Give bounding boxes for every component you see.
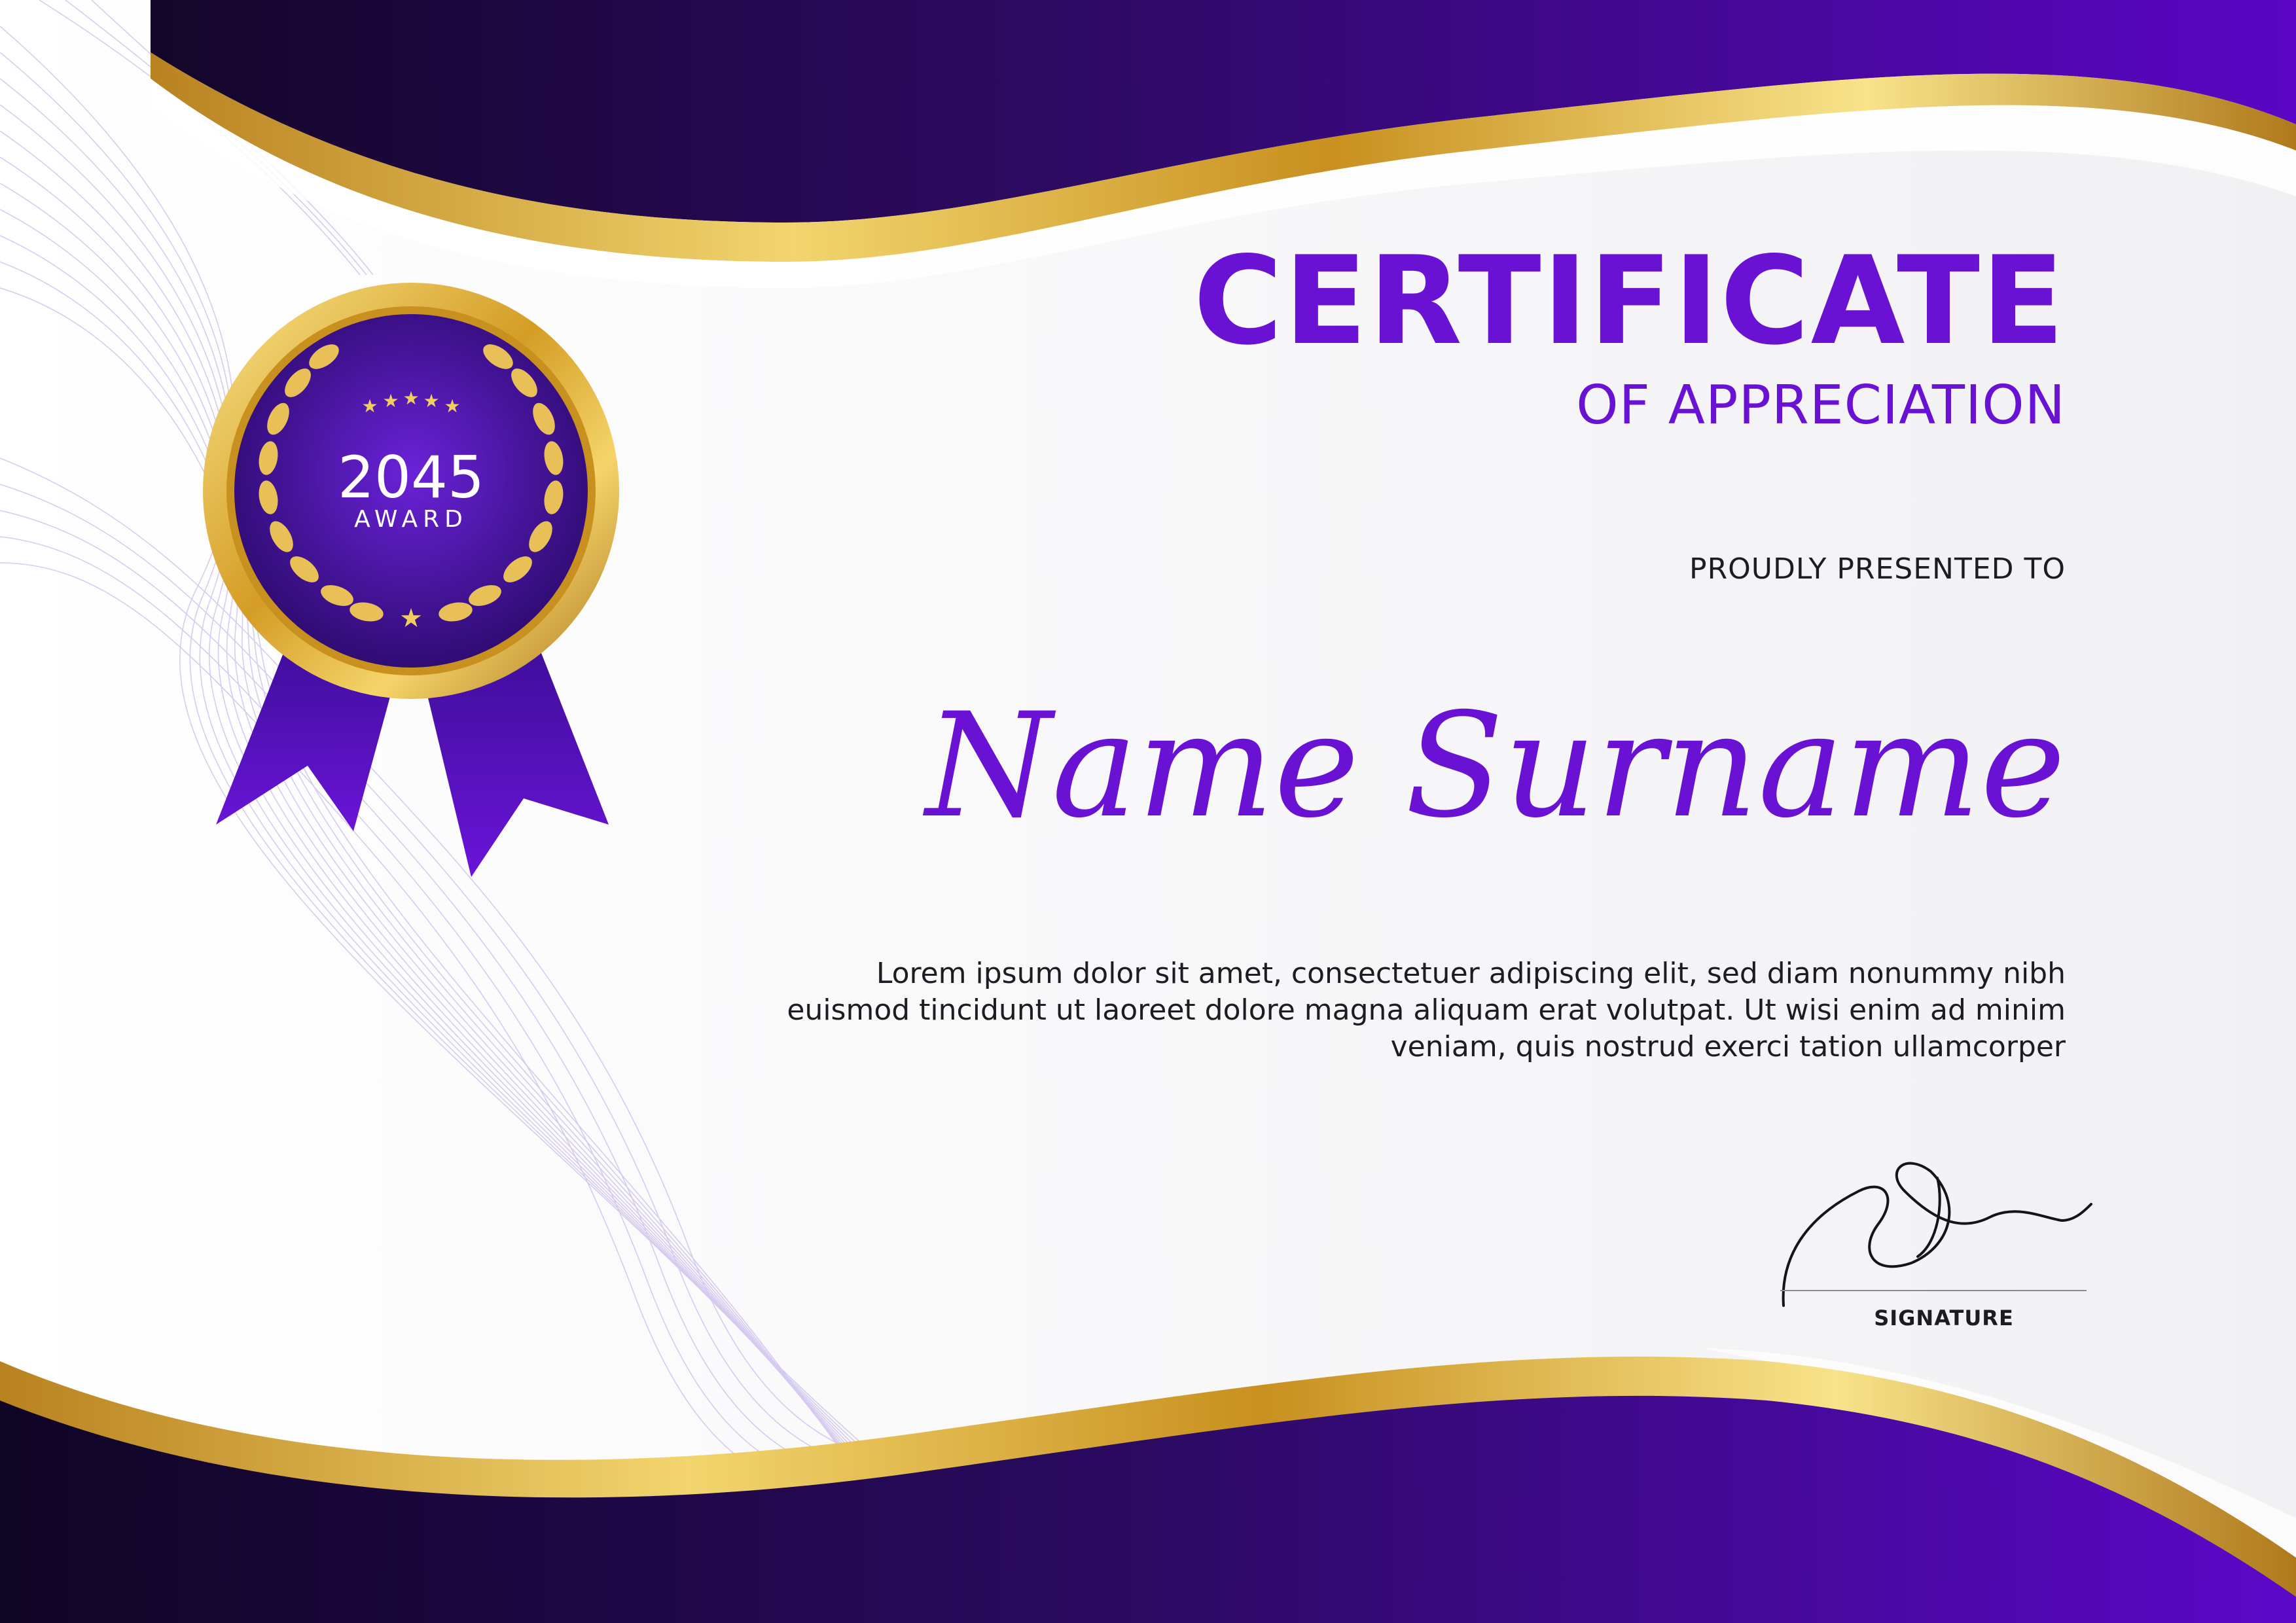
svg-text:★: ★ — [403, 387, 420, 409]
svg-text:★: ★ — [382, 390, 399, 412]
svg-text:★: ★ — [444, 395, 461, 417]
presented-to-label: PROUDLY PRESENTED TO — [1689, 552, 2066, 586]
signature-label: SIGNATURE — [1874, 1306, 2014, 1330]
certificate-description: Lorem ipsum dolor sit amet, consectetuer adipiscing elit, sed diam nonummy nibh euismod tincidunt ut laoreet dolore magna aliquam erat volutpat. Ut wisi enim ad minim veniam, quis nostrud exerci tation ullamcorper — [787, 957, 2066, 1063]
svg-text:★: ★ — [423, 390, 440, 412]
certificate-title: CERTIFICATE — [1193, 230, 2066, 372]
certificate-subtitle: OF APPRECIATION — [1576, 374, 2066, 437]
badge-label: AWARD — [354, 506, 468, 533]
svg-text:★: ★ — [399, 603, 423, 633]
recipient-name: Name Surname — [925, 682, 2066, 849]
badge-year: 2045 — [338, 444, 484, 511]
svg-text:★: ★ — [361, 395, 378, 417]
